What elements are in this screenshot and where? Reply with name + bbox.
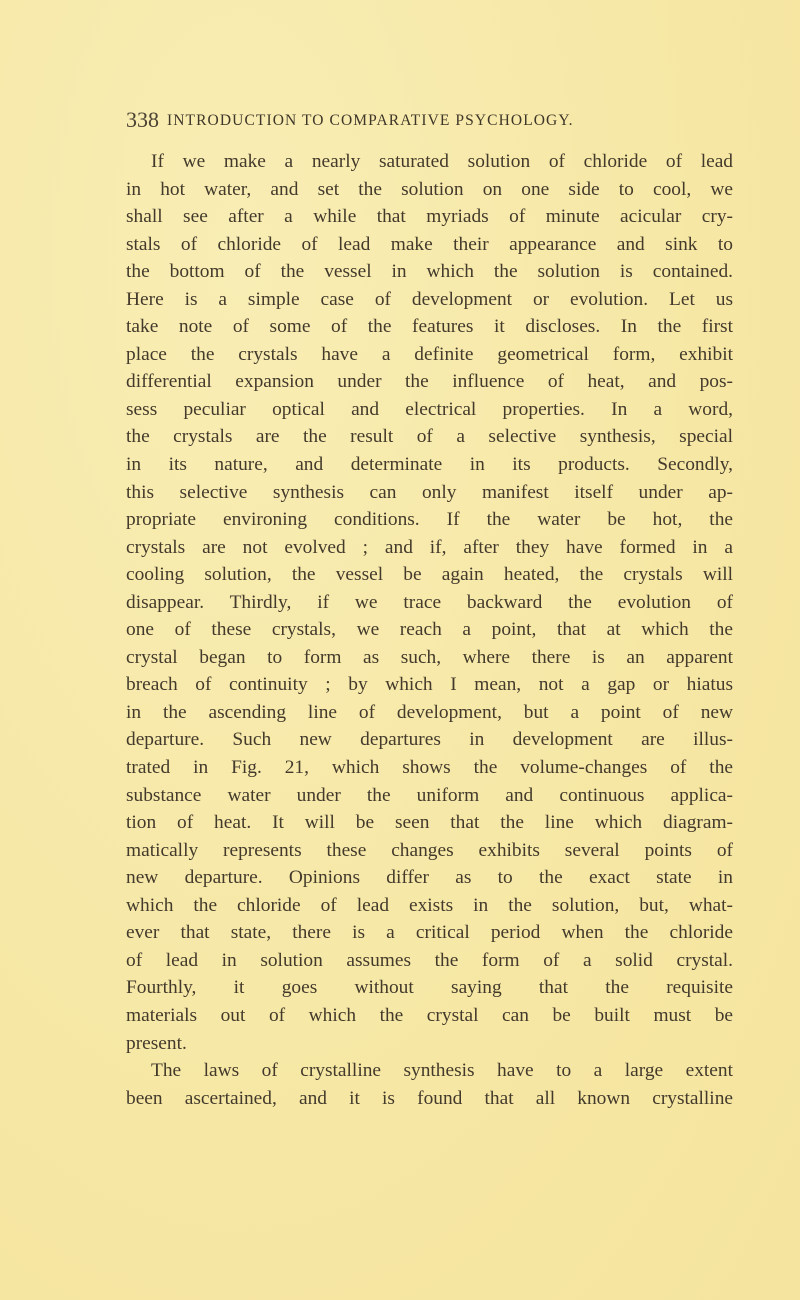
text-line: disappear. Thirdly, if we trace backward the evolution of: [126, 591, 733, 613]
text-line: If we make a nearly saturated solution of chloride of lead: [151, 151, 733, 172]
text-line: cooling solution, the vessel be again heated, the crystals will: [126, 564, 733, 586]
text-line: in the ascending line of development, but a point of new: [126, 701, 733, 723]
text-line: Here is a simple case of development or evolution. Let us: [126, 288, 733, 310]
text-line: place the crystals have a definite geometrical form, exhibit: [126, 343, 733, 365]
text-line: in its nature, and determinate in its products. Secondly,: [126, 454, 733, 476]
text-line: the bottom of the vessel in which the solution is contained.: [126, 261, 733, 283]
paragraph-1: [126, 148, 733, 1057]
text-line: this selective synthesis can only manifest itself under ap-: [126, 481, 733, 503]
text-line: breach of continuity ; by which I mean, not a gap or hiatus: [126, 674, 733, 696]
text-line: crystal began to form as such, where there is an apparent: [126, 646, 733, 668]
text-line: materials out of which the crystal can be built must be: [126, 1004, 733, 1026]
text-line: Fourthly, it goes without saying that the requisite: [126, 977, 733, 999]
text-line: been ascertained, and it is found that all known crystalline: [126, 1087, 733, 1109]
text-line: differential expansion under the influence of heat, and pos-: [126, 371, 733, 393]
text-line: present.: [126, 1032, 187, 1054]
text-line: matically represents these changes exhibits several points of: [126, 839, 733, 861]
text-line: tion of heat. It will be seen that the line which diagram-: [126, 812, 733, 834]
text-line: The laws of crystalline synthesis have to a large extent: [151, 1060, 733, 1082]
text-line: trated in Fig. 21, which shows the volume-changes of the: [126, 757, 733, 779]
body-text: [126, 148, 733, 1112]
text-line: substance water under the uniform and continuous applica-: [126, 784, 733, 806]
paragraph-2: [126, 1057, 733, 1112]
text-line: propriate environing conditions. If the water be hot, the: [126, 509, 733, 531]
text-line: take note of some of the features it discloses. In the first: [126, 316, 733, 338]
running-head: [126, 108, 733, 132]
text-line: sess peculiar optical and electrical properties. In a word,: [126, 398, 733, 420]
text-line: new departure. Opinions differ as to the exact state in: [126, 867, 733, 889]
text-line: the crystals are the result of a selective synthesis, special: [126, 426, 733, 448]
text-line: stals of chloride of lead make their appearance and sink to: [126, 233, 733, 255]
text-line: one of these crystals, we reach a point, that at which the: [126, 619, 733, 641]
page-number: 338: [126, 107, 159, 132]
text-line: of lead in solution assumes the form of a solid crystal.: [126, 949, 733, 971]
running-head-title: INTRODUCTION TO COMPARATIVE PSYCHOLOGY.: [167, 112, 574, 129]
text-line: crystals are not evolved ; and if, after they have formed in a: [126, 536, 733, 558]
text-line: which the chloride of lead exists in the solution, but, what-: [126, 894, 733, 916]
text-line: shall see after a while that myriads of minute acicular cry-: [126, 206, 733, 228]
text-line: departure. Such new departures in development are illus-: [126, 729, 733, 751]
text-line: ever that state, there is a critical period when the chloride: [126, 922, 733, 944]
text-line: in hot water, and set the solution on one side to cool, we: [126, 178, 733, 200]
